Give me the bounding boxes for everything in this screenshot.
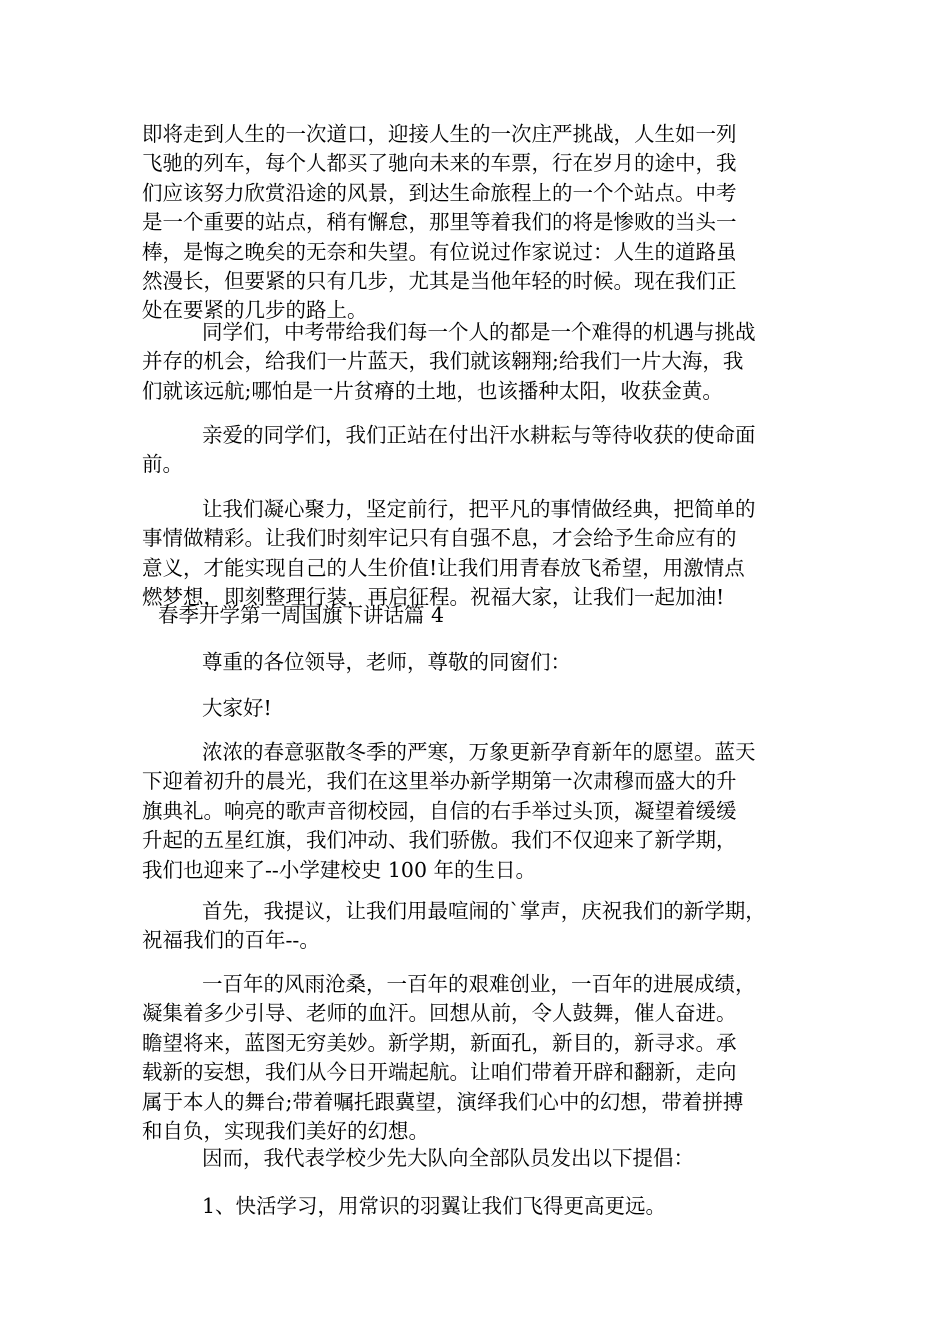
heading-text: 春季开学第一周国旗下讲话篇 4	[158, 603, 445, 627]
text-line: 因而，我代表学校少先大队向全部队员发出以下提倡：	[202, 1146, 694, 1170]
text-line: 升起的五星红旗，我们冲动、我们骄傲。我们不仅迎来了新学期，	[142, 828, 737, 853]
text-line: 是一个重要的站点，稍有懈怠，那里等着我们的将是惨败的当头一	[142, 210, 737, 235]
text-line: 祝福我们的百年--。	[142, 928, 320, 953]
paragraph-8	[142, 897, 812, 956]
paragraph-6	[142, 694, 812, 723]
text-line: 意义，才能实现自己的人生价值!让我们用青春放飞希望，用激情点	[142, 555, 745, 580]
text-line: 燃梦想，即刻整理行装，再启征程。祝福大家，让我们一起加油!	[142, 585, 725, 610]
text-line: 凝集着多少引导、老师的血汗。回想从前，令人鼓舞，催人奋进。	[142, 1001, 737, 1026]
paragraph-2	[142, 318, 812, 406]
text-line: 尊重的各位领导，老师，尊敬的同窗们：	[202, 650, 571, 674]
paragraph-11	[142, 1192, 812, 1221]
section-heading	[142, 601, 812, 630]
text-line: 我们也迎来了--小学建校史 100 年的生日。	[142, 857, 537, 882]
paragraph-4	[142, 495, 812, 613]
text-line: 属于本人的舞台;带着嘱托跟冀望，演绎我们心中的幻想，带着拼搏	[142, 1089, 744, 1114]
text-line: 处在要紧的几步的路上。	[142, 298, 368, 323]
text-line: 浓浓的春意驱散冬季的严寒，万象更新孕育新年的愿望。蓝天	[202, 740, 756, 764]
text-line: 和自负，实现我们美好的幻想。	[142, 1118, 429, 1143]
paragraph-3	[142, 421, 812, 480]
paragraph-7	[142, 738, 812, 885]
paragraph-1	[142, 120, 812, 326]
text-line: 同学们，中考带给我们每一个人的都是一个难得的机遇与挑战	[202, 320, 756, 344]
text-line: 事情做精彩。让我们时刻牢记只有自强不息，才会给予生命应有的	[142, 526, 737, 551]
list-item-text: 1、快活学习，用常识的羽翼让我们飞得更高更远。	[202, 1194, 667, 1218]
text-line: 载新的妄想，我们从今日开端起航。让咱们带着开辟和翻新，走向	[142, 1060, 737, 1085]
text-line: 并存的机会，给我们一片蓝天，我们就该翱翔;给我们一片大海，我	[142, 349, 744, 374]
text-line: 前。	[142, 452, 183, 477]
text-line: 大家好!	[202, 696, 272, 720]
text-line: 亲爱的同学们，我们正站在付出汗水耕耘与等待收获的使命面	[202, 423, 756, 447]
text-line: 首先，我提议，让我们用最喧闹的`掌声，庆祝我们的新学期，	[202, 899, 766, 923]
paragraph-5	[142, 648, 812, 677]
text-line: 即将走到人生的一次道口，迎接人生的一次庄严挑战，人生如一列	[142, 122, 737, 146]
paragraph-10	[142, 1144, 812, 1173]
text-line: 下迎着初升的晨光，我们在这里举办新学期第一次肃穆而盛大的升	[142, 769, 737, 794]
text-line: 瞻望将来，蓝图无穷美妙。新学期，新面孔，新目的，新寻求。承	[142, 1030, 737, 1055]
text-line: 们就该远航;哪怕是一片贫瘠的土地，也该播种太阳，收获金黄。	[142, 378, 723, 403]
text-line: 然漫长，但要紧的只有几步，尤其是当他年轻的时候。现在我们正	[142, 268, 737, 293]
text-line: 让我们凝心聚力，坚定前行，把平凡的事情做经典，把简单的	[202, 497, 756, 521]
text-line: 飞驰的列车，每个人都买了驰向未来的车票，行在岁月的途中，我	[142, 151, 737, 176]
text-line: 们应该努力欣赏沿途的风景，到达生命旅程上的一个个站点。中考	[142, 180, 737, 205]
text-line: 一百年的风雨沧桑，一百年的艰难创业，一百年的进展成绩，	[202, 972, 756, 996]
paragraph-9	[142, 970, 812, 1146]
text-line: 棒，是悔之晚矣的无奈和失望。有位说过作家说过：人生的道路虽	[142, 239, 737, 264]
text-line: 旗典礼。响亮的歌声音彻校园，自信的右手举过头顶，凝望着缓缓	[142, 798, 737, 823]
